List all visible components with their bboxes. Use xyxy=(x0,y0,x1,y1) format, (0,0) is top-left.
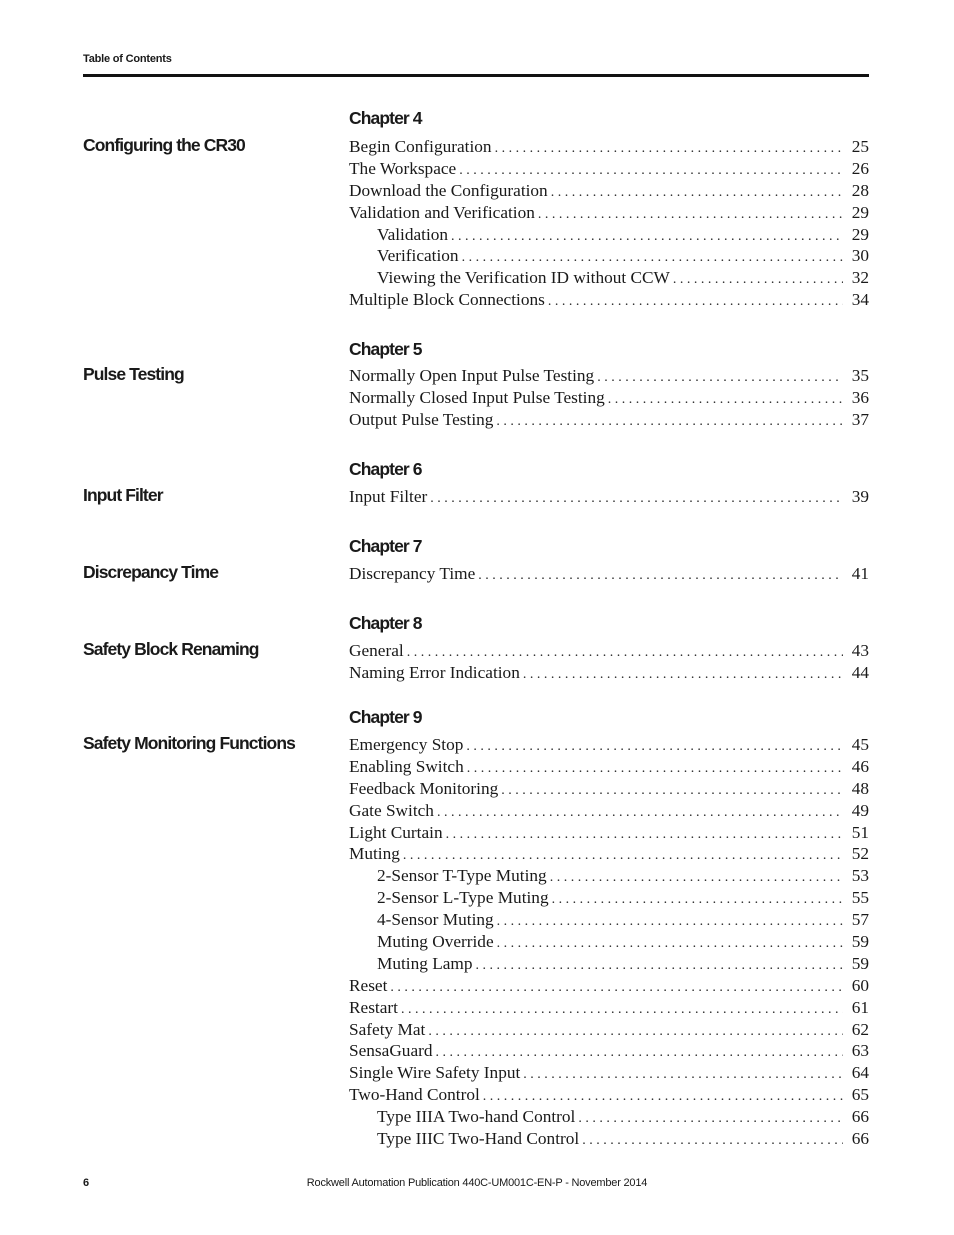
toc-entry-list xyxy=(349,366,869,432)
toc-entry-title: Feedback Monitoring xyxy=(349,778,499,798)
toc-entry-page: 44 xyxy=(851,662,869,682)
dot-leader xyxy=(466,739,843,755)
toc-entry-page: 59 xyxy=(851,932,869,952)
dot-leader xyxy=(483,1089,843,1105)
toc-entry-page: 52 xyxy=(851,844,869,864)
dot-leader xyxy=(495,141,843,157)
toc-entry-title: Muting Lamp xyxy=(377,953,473,973)
dot-leader xyxy=(403,848,843,864)
toc-entry[interactable] xyxy=(349,735,869,757)
dot-leader xyxy=(430,491,843,507)
toc-entry[interactable] xyxy=(349,932,869,954)
toc-entry-title: 2-Sensor T-Type Muting xyxy=(377,866,547,886)
dot-leader xyxy=(551,185,843,201)
toc-entry[interactable] xyxy=(349,137,869,159)
toc-entry-title: Normally Open Input Pulse Testing xyxy=(349,366,595,385)
chapter-label: Chapter 6 xyxy=(349,459,422,479)
section-title[interactable]: Configuring the CR30 xyxy=(83,135,245,155)
toc-entry[interactable] xyxy=(349,954,869,976)
dot-leader xyxy=(550,870,843,886)
toc-entry-page: 39 xyxy=(851,487,869,506)
toc-entry-page: 28 xyxy=(851,180,869,200)
dot-leader xyxy=(548,294,843,310)
toc-entry[interactable] xyxy=(349,844,869,866)
toc-entry[interactable] xyxy=(349,564,869,586)
toc-entry[interactable] xyxy=(349,410,869,432)
toc-entry[interactable] xyxy=(349,976,869,998)
dot-leader xyxy=(476,958,843,974)
dot-leader xyxy=(582,1133,843,1149)
toc-entry-page: 29 xyxy=(851,202,869,222)
toc-entry-title: Input Filter xyxy=(349,487,428,506)
toc-entry-title: Output Pulse Testing xyxy=(349,409,494,429)
toc-entry[interactable] xyxy=(349,290,869,312)
toc-entry-page: 63 xyxy=(851,1041,869,1061)
toc-entry-page: 26 xyxy=(851,158,869,178)
dot-leader xyxy=(608,392,843,408)
toc-entry-page: 66 xyxy=(851,1107,869,1127)
toc-entry-page: 61 xyxy=(851,997,869,1017)
toc-entry-page: 34 xyxy=(851,290,869,310)
toc-entry[interactable] xyxy=(349,757,869,779)
toc-entry[interactable] xyxy=(349,1085,869,1107)
toc-entry-page: 55 xyxy=(851,888,869,908)
toc-entry[interactable] xyxy=(349,663,869,685)
toc-entry-page: 64 xyxy=(851,1063,869,1083)
toc-entry-page: 60 xyxy=(851,975,869,995)
toc-entry-page: 57 xyxy=(851,910,869,930)
toc-entry-page: 35 xyxy=(851,366,869,385)
toc-entry-title: SensaGuard xyxy=(349,1041,433,1061)
dot-leader xyxy=(523,667,843,683)
toc-entry-list xyxy=(349,735,869,1151)
chapter-label: Chapter 4 xyxy=(349,108,422,128)
toc-entry-title: Discrepancy Time xyxy=(349,564,476,583)
dot-leader xyxy=(437,805,843,821)
toc-entry[interactable] xyxy=(349,866,869,888)
toc-entry[interactable] xyxy=(349,641,869,663)
toc-entry[interactable] xyxy=(349,159,869,181)
dot-leader xyxy=(407,645,843,661)
toc-entry-title: Enabling Switch xyxy=(349,756,464,776)
chapter-label: Chapter 5 xyxy=(349,339,422,359)
toc-entry-page: 62 xyxy=(851,1019,869,1039)
chapter-label: Chapter 8 xyxy=(349,613,422,633)
toc-entry-title: Download the Configuration xyxy=(349,180,548,200)
dot-leader xyxy=(478,568,843,584)
toc-entry-title: Viewing the Verification ID without CCW xyxy=(377,268,670,288)
toc-entry[interactable] xyxy=(349,225,869,247)
toc-entry-page: 65 xyxy=(851,1085,869,1105)
chapter-label: Chapter 7 xyxy=(349,536,422,556)
toc-entry-page: 66 xyxy=(851,1129,869,1149)
toc-entry[interactable] xyxy=(349,203,869,225)
toc-entry-page: 41 xyxy=(851,564,869,583)
toc-entry-page: 48 xyxy=(851,778,869,798)
toc-entry[interactable] xyxy=(349,366,869,388)
dot-leader xyxy=(462,250,843,266)
dot-leader xyxy=(451,229,843,245)
dot-leader xyxy=(552,892,843,908)
toc-entry-title: Verification xyxy=(377,246,459,266)
toc-entry-title: The Workspace xyxy=(349,158,457,178)
toc-entry-title: Validation and Verification xyxy=(349,202,535,222)
dot-leader xyxy=(446,827,843,843)
running-header: Table of Contents xyxy=(83,53,172,65)
page-number: 6 xyxy=(83,1177,90,1189)
toc-entry-title: Light Curtain xyxy=(349,822,443,842)
dot-leader xyxy=(467,761,843,777)
dot-leader xyxy=(428,1024,843,1040)
toc-entry[interactable] xyxy=(349,487,869,509)
toc-entry-page: 49 xyxy=(851,800,869,820)
toc-entry[interactable] xyxy=(349,888,869,910)
toc-entry-title: Naming Error Indication xyxy=(349,662,520,682)
toc-entry[interactable] xyxy=(349,910,869,932)
section-title[interactable]: Safety Monitoring Functions xyxy=(83,733,295,753)
toc-entry-list xyxy=(349,564,869,586)
toc-entry-page: 30 xyxy=(851,246,869,266)
section-title[interactable]: Discrepancy Time xyxy=(83,562,219,582)
dot-leader xyxy=(673,272,843,288)
toc-entry-page: 25 xyxy=(851,137,869,156)
toc-entry[interactable] xyxy=(349,1063,869,1085)
chapter-label: Chapter 9 xyxy=(349,707,422,727)
toc-entry-title: Restart xyxy=(349,997,398,1017)
toc-entry[interactable] xyxy=(349,998,869,1020)
dot-leader xyxy=(459,163,843,179)
toc-entry-title: Gate Switch xyxy=(349,800,434,820)
toc-entry-title: 2-Sensor L-Type Muting xyxy=(377,888,549,908)
toc-entry[interactable] xyxy=(349,823,869,845)
toc-entry-title: Muting Override xyxy=(377,932,494,952)
toc-entry-title: Normally Closed Input Pulse Testing xyxy=(349,387,605,407)
dot-leader xyxy=(497,914,843,930)
toc-entry-title: Safety Mat xyxy=(349,1019,426,1039)
section-title[interactable]: Input Filter xyxy=(83,485,163,505)
toc-entry[interactable] xyxy=(349,801,869,823)
toc-entry[interactable] xyxy=(349,388,869,410)
toc-entry-page: 37 xyxy=(851,409,869,429)
toc-entry-title: Multiple Block Connections xyxy=(349,290,545,310)
toc-entry[interactable] xyxy=(349,779,869,801)
dot-leader xyxy=(538,207,843,223)
toc-entry-title: General xyxy=(349,641,404,660)
toc-entry-title: Reset xyxy=(349,975,388,995)
dot-leader xyxy=(597,370,843,386)
toc-entry-page: 53 xyxy=(851,866,869,886)
toc-entry-list xyxy=(349,137,869,312)
toc-entry[interactable] xyxy=(349,1020,869,1042)
toc-entry-page: 32 xyxy=(851,268,869,288)
toc-entry-title: Muting xyxy=(349,844,400,864)
toc-entry-page: 59 xyxy=(851,953,869,973)
toc-entry-page: 45 xyxy=(851,735,869,754)
header-rule xyxy=(83,74,869,77)
toc-entry[interactable] xyxy=(349,1129,869,1151)
toc-entry-title: Type IIIC Two-Hand Control xyxy=(377,1129,580,1149)
dot-leader xyxy=(497,936,843,952)
toc-entry-page: 29 xyxy=(851,224,869,244)
toc-entry-page: 36 xyxy=(851,387,869,407)
dot-leader xyxy=(436,1045,843,1061)
toc-entry[interactable] xyxy=(349,268,869,290)
toc-entry-title: Two-Hand Control xyxy=(349,1085,480,1105)
dot-leader xyxy=(390,980,843,996)
dot-leader xyxy=(523,1067,843,1083)
dot-leader xyxy=(501,783,843,799)
section-title[interactable]: Safety Block Renaming xyxy=(83,639,259,659)
section-title[interactable]: Pulse Testing xyxy=(83,364,184,384)
toc-entry-page: 51 xyxy=(851,822,869,842)
toc-entry-title: Begin Configuration xyxy=(349,137,492,156)
toc-entry-title: Validation xyxy=(377,224,449,244)
publication-footer: Rockwell Automation Publication 440C-UM001C-EN-P - November 2014 xyxy=(306,1177,648,1189)
dot-leader xyxy=(401,1002,843,1018)
toc-entry-page: 46 xyxy=(851,756,869,776)
toc-entry-title: 4-Sensor Muting xyxy=(377,910,494,930)
toc-entry-title: Type IIIA Two-hand Control xyxy=(377,1107,576,1127)
toc-entry-page: 43 xyxy=(851,641,869,660)
toc-entry[interactable] xyxy=(349,1107,869,1129)
dot-leader xyxy=(578,1111,843,1127)
toc-entry[interactable] xyxy=(349,246,869,268)
dot-leader xyxy=(496,414,843,430)
toc-entry-list xyxy=(349,641,869,685)
toc-entry-title: Single Wire Safety Input xyxy=(349,1063,521,1083)
toc-entry-list xyxy=(349,487,869,509)
toc-entry-title: Emergency Stop xyxy=(349,735,464,754)
toc-entry[interactable] xyxy=(349,181,869,203)
toc-entry[interactable] xyxy=(349,1041,869,1063)
